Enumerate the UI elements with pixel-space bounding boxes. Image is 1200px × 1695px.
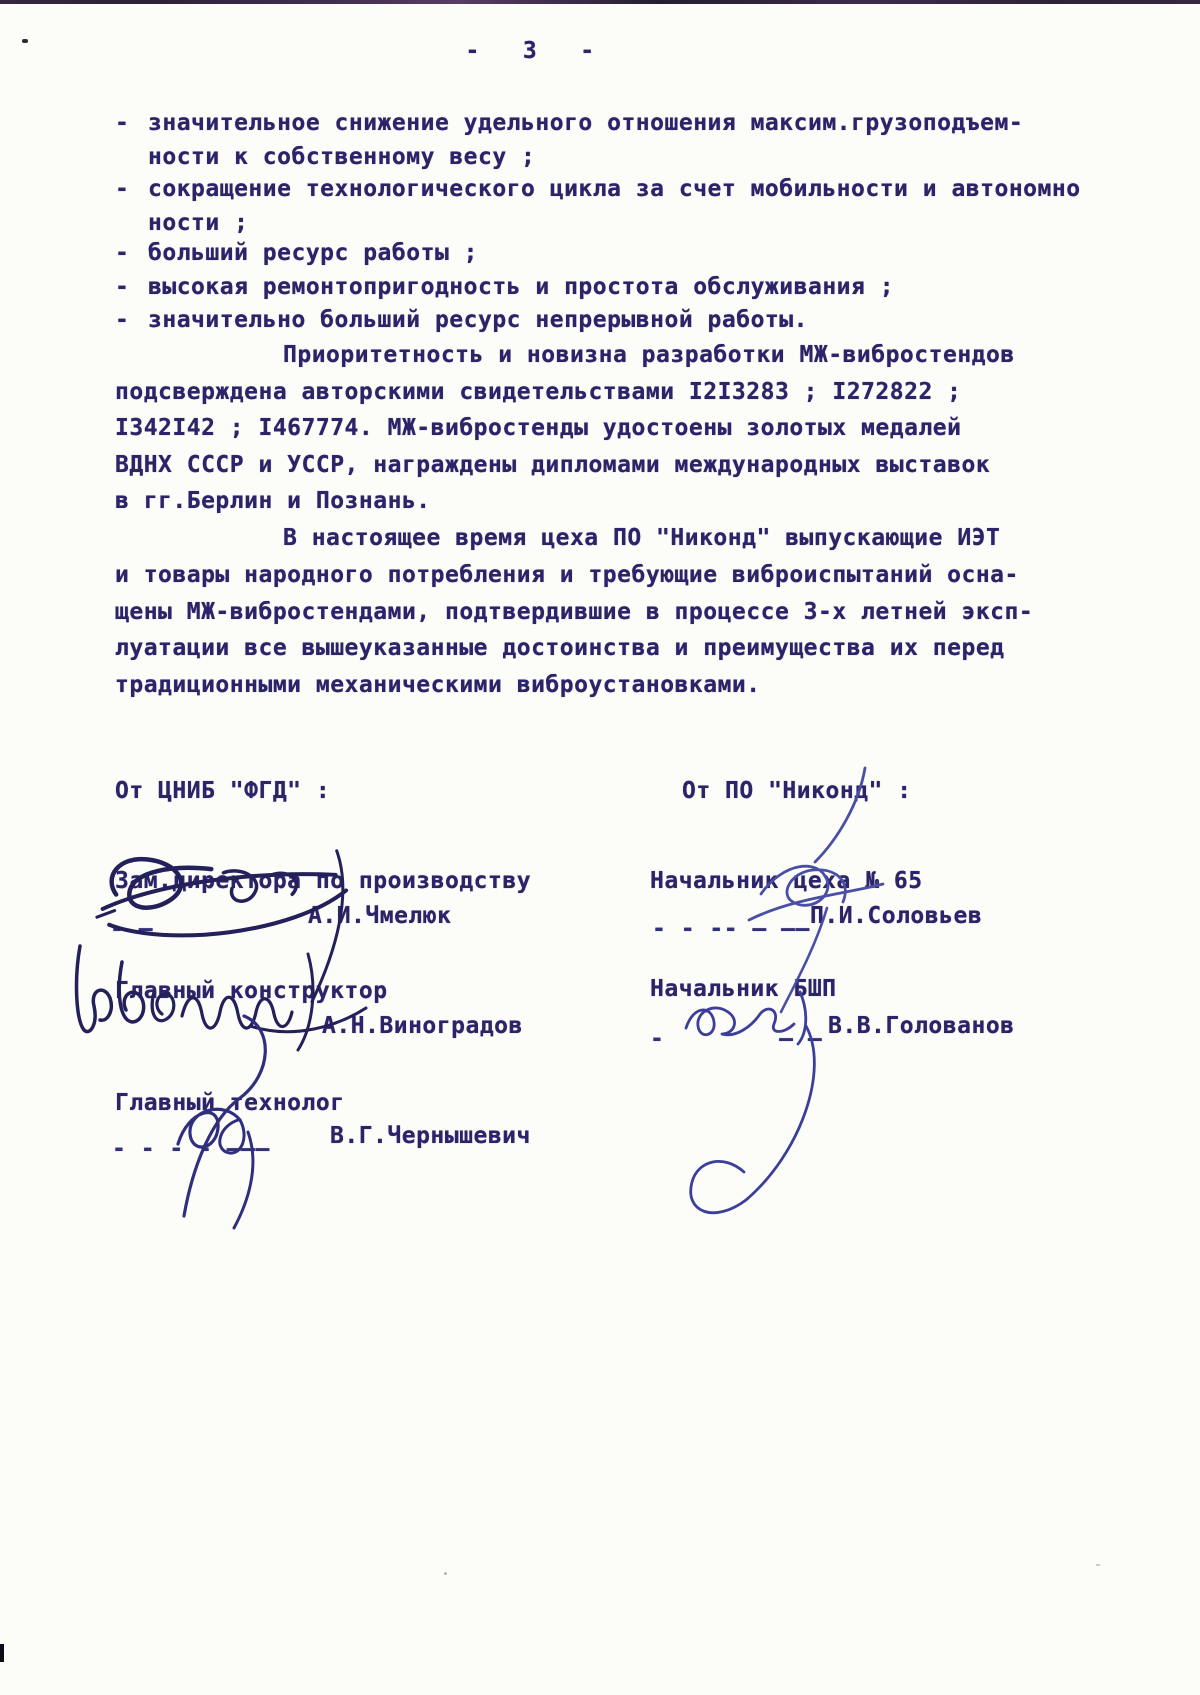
signature-rule: - — —: [650, 1026, 823, 1052]
paragraph-line: луатации все вышеуказанные достоинства и преимущества их перед: [115, 635, 1005, 661]
bullet-dash: -: [115, 176, 130, 202]
signer-name: А.Н.Виноградов: [322, 1013, 523, 1039]
paragraph-line: в гг.Берлин и Познань.: [115, 488, 431, 514]
bullet-dash: -: [115, 307, 130, 333]
org-label-right: От ПО "Никонд" :: [682, 778, 912, 804]
page-number: - 3 -: [465, 38, 595, 64]
paragraph-line: традиционными механическими виброустановками.: [115, 672, 761, 698]
bullet-line: сокращение технологического цикла за счет мобильности и автономно: [148, 176, 1081, 202]
signer-name: П.И.Соловьев: [810, 903, 983, 929]
signer-title: Зам.директора по производству: [115, 868, 532, 894]
signature-rule: - - - - ———: [112, 1136, 270, 1162]
signer-title: Начальник БШП: [650, 976, 837, 1002]
paragraph-line: и товары народного потребления и требующие виброиспытаний осна-: [115, 562, 1019, 588]
scan-speck: [1096, 1564, 1100, 1566]
bullet-line: значительное снижение удельного отношения максим.грузоподъем-: [148, 110, 1024, 136]
bullet-dash: -: [115, 110, 130, 136]
paragraph-line: щены МЖ-вибростендами, подтвердившие в процессе 3-х летней эксп-: [115, 599, 1034, 625]
bullet-line: значительно больший ресурс непрерывной работы.: [148, 307, 808, 333]
paragraph-line: В настоящее время цеха ПО "Никонд" выпускающие ИЭТ: [283, 525, 1001, 551]
scan-edge-artifact-top: [0, 0, 1200, 4]
scan-edge-artifact-left: [0, 1644, 4, 1662]
signer-name: А.И.Чмелюк: [308, 903, 452, 929]
signer-title: Главный технолог: [115, 1090, 345, 1116]
bullet-dash: -: [115, 274, 130, 300]
bullet-line: ности ;: [148, 210, 249, 236]
paragraph-line: подсверждена авторскими свидетельствами I2I3283 ; I272822 ;: [115, 379, 962, 405]
bullet-line: высокая ремонтопригодность и простота обслуживания ;: [148, 274, 895, 300]
bullet-dash: -: [115, 240, 130, 266]
paragraph-line: I342I42 ; I467774. МЖ-вибростенды удостоены золотых медалей: [115, 415, 962, 441]
scan-speck: [444, 1572, 447, 1575]
org-label-left: От ЦНИБ "ФГД" :: [115, 778, 331, 804]
bullet-line: больший ресурс работы ;: [148, 240, 478, 266]
signer-name: В.В.Голованов: [828, 1013, 1015, 1039]
signer-title: Главный конструктор: [115, 978, 388, 1004]
signature-rule: - —: [110, 916, 154, 942]
signature-rule: - - -- — ——: [652, 916, 810, 942]
scan-speck-top-left: [22, 39, 28, 43]
paragraph-line: Приоритетность и новизна разработки МЖ-вибростендов: [283, 342, 1015, 368]
paragraph-line: ВДНХ СССР и УССР, награждены дипломами международных выставок: [115, 452, 991, 478]
signer-name: В.Г.Чернышевич: [330, 1123, 531, 1149]
signer-title: Начальник цеха № 65: [650, 868, 923, 894]
bullet-line: ности к собственному весу ;: [148, 144, 536, 170]
